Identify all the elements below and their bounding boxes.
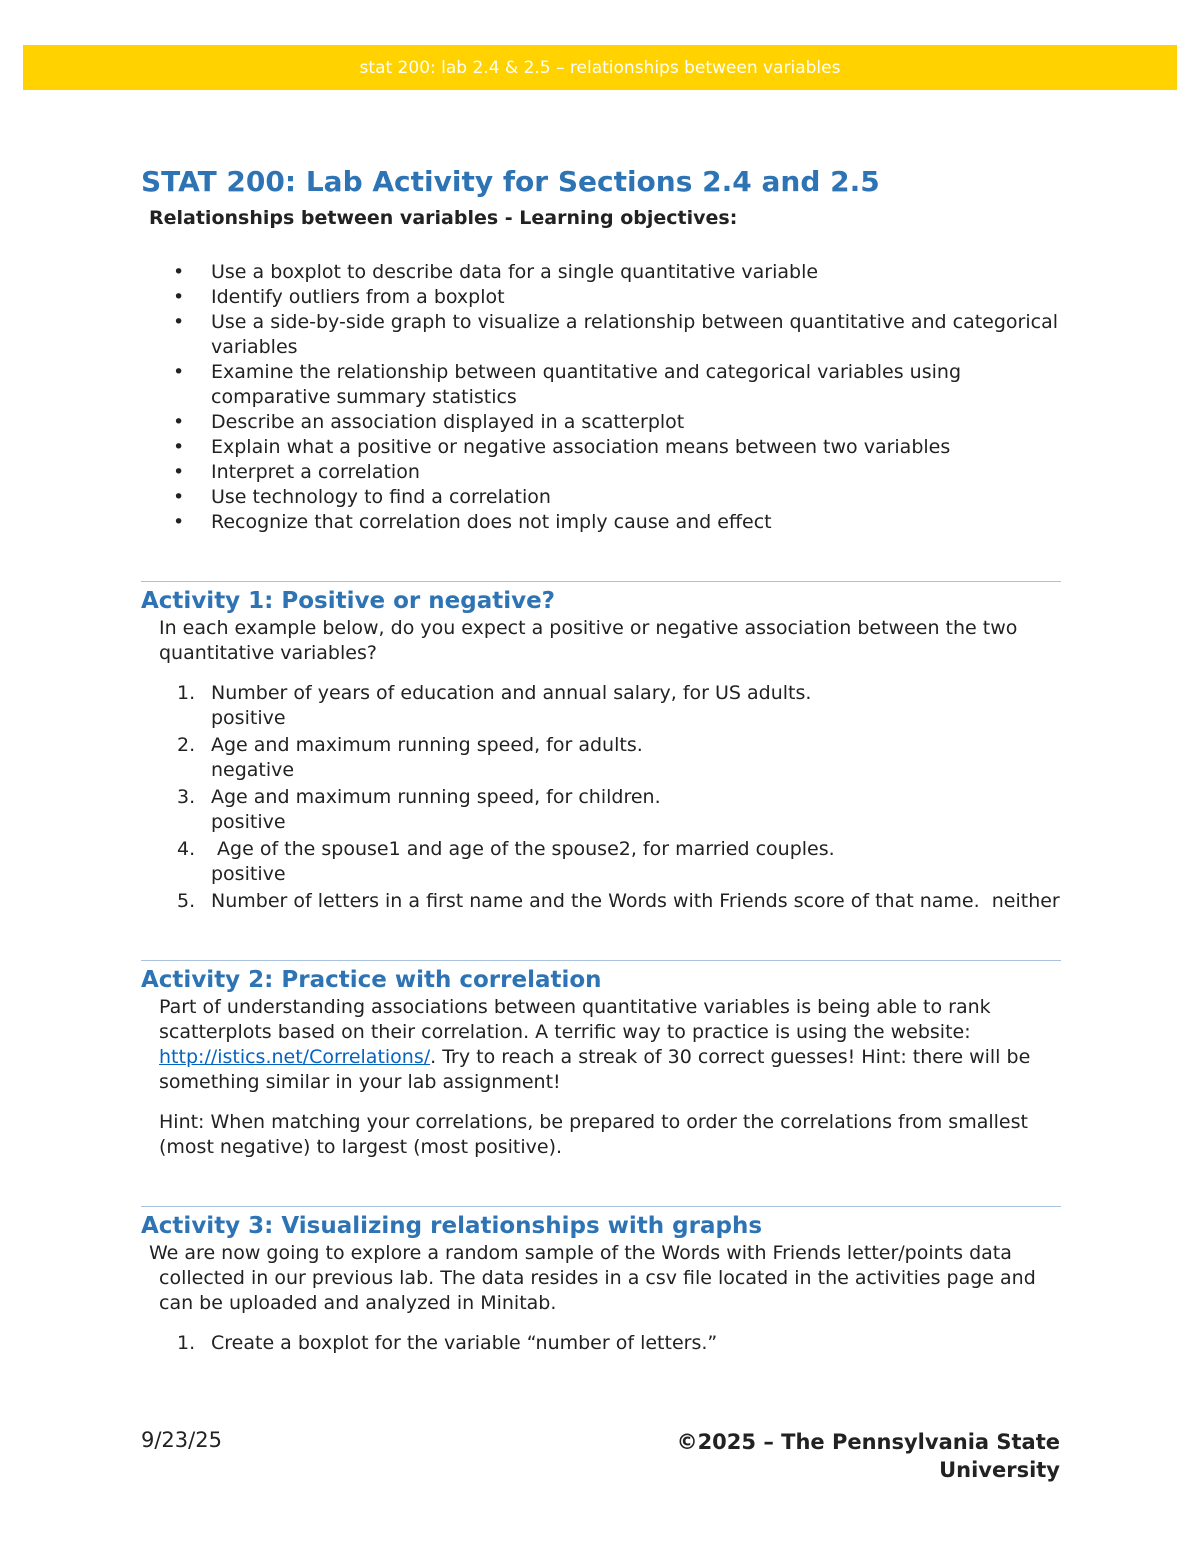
objective-item: • Explain what a positive or negative association means between two variables: [141, 435, 1061, 460]
objective-item: • Examine the relationship between quantitative and categorical variables using comparative summary statistics: [141, 360, 1061, 410]
activity-2-section: [141, 960, 1061, 1160]
item-answer: positive: [211, 811, 286, 833]
item-answer: positive: [211, 863, 286, 885]
document-title: STAT 200: Lab Activity for Sections 2.4 and 2.5: [141, 165, 880, 198]
item-text: Age and maximum running speed, for children.: [211, 786, 661, 808]
list-item: [141, 889, 1061, 914]
activity-3-title: Activity 3: Visualizing relationships with graphs: [141, 1213, 763, 1239]
activity-3-intro: We are now going to explore a random sample of the Words with Friends letter/points data collected in our previous lab. The data resides in a csv file located in the activities page and can be uploaded and analyzed in Minitab.: [149, 1242, 1036, 1314]
correlations-website-link[interactable]: http://istics.net/Correlations/: [159, 1046, 431, 1068]
item-text: Age of the spouse1 and age of the spouse2, for married couples.: [211, 838, 835, 860]
objective-item: • Describe an association displayed in a scatterplot: [141, 410, 1061, 435]
activity-2-hint: Hint: When matching your correlations, be prepared to order the correlations from smallest (most negative) to largest (most positive).: [159, 1111, 1028, 1158]
item-number: 2.: [177, 734, 196, 756]
footer-date: 9/23/25: [141, 1428, 222, 1452]
activity-2-text-before-link: Part of understanding associations between quantitative variables is being able to rank scatterplots based on their correlation. A terrific way to practice is using the website:: [159, 996, 991, 1043]
list-item: [141, 733, 1061, 783]
document-body: [141, 160, 1061, 1358]
activity-1-intro: In each example below, do you expect a positive or negative association between the two quantitative variables?: [159, 617, 1018, 664]
objective-item: • Use a boxplot to describe data for a single quantitative variable: [141, 260, 1061, 285]
item-text: Number of letters in a first name and the Words with Friends score of that name.: [211, 890, 980, 912]
objective-item: • Use a side-by-side graph to visualize a relationship between quantitative and categorical variables: [141, 310, 1061, 360]
item-number: 1.: [177, 682, 196, 704]
objective-item: • Interpret a correlation: [141, 460, 1061, 485]
activity-2-title: Activity 2: Practice with correlation: [141, 967, 602, 993]
item-text: Create a boxplot for the variable “number of letters.”: [211, 1332, 718, 1354]
objectives-list: [141, 260, 1061, 535]
footer-copyright: ©2025 – The Pennsylvania State University: [676, 1430, 1060, 1482]
document-subtitle: Relationships between variables - Learning objectives:: [149, 207, 738, 229]
activity-3-list: [141, 1331, 1061, 1356]
header-band-text: stat 200: lab 2.4 & 2.5 – relationships between variables: [359, 57, 841, 78]
objective-item: • Recognize that correlation does not imply cause and effect: [141, 510, 1061, 535]
objective-item: • Use technology to find a correlation: [141, 485, 1061, 510]
objective-item: • Identify outliers from a boxplot: [141, 285, 1061, 310]
activity-1-title: Activity 1: Positive or negative?: [141, 588, 556, 614]
item-number: 4.: [177, 838, 196, 860]
activity-2-text-after-link: . Try to reach a streak of 30 correct guesses! Hint: there will be something similar in your lab assignment!: [159, 1046, 1031, 1093]
item-text: Age and maximum running speed, for adults.: [211, 734, 643, 756]
item-answer: negative: [211, 759, 295, 781]
item-answer: neither: [985, 890, 1060, 912]
activity-2-paragraph: [159, 995, 1061, 1095]
item-number: 3.: [177, 786, 196, 808]
item-answer: positive: [211, 707, 286, 729]
item-number: 1.: [177, 1332, 196, 1354]
list-item: [141, 1331, 1061, 1356]
list-item: [141, 837, 1061, 887]
item-number: 5.: [177, 890, 196, 912]
list-item: [141, 785, 1061, 835]
item-text: Number of years of education and annual salary, for US adults.: [211, 682, 812, 704]
activity-1-list: [141, 681, 1061, 914]
activity-3-section: [141, 1206, 1061, 1356]
activity-1-section: [141, 581, 1061, 914]
list-item: [141, 681, 1061, 731]
header-band: [23, 45, 1177, 90]
